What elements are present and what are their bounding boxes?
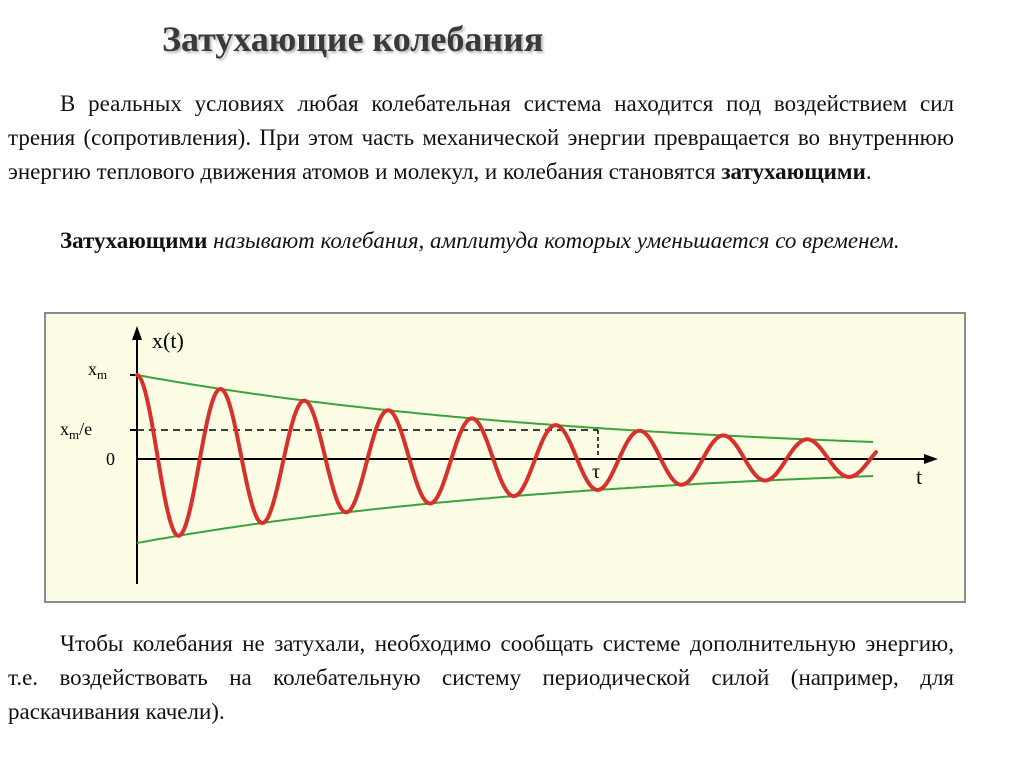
tau-marker-label: τ (592, 461, 601, 483)
y-axis-arrow (132, 326, 142, 340)
chart-svg (46, 314, 964, 601)
intro-paragraph (8, 87, 954, 189)
intro-bold-term: затухающими (721, 159, 866, 184)
y-tick-label-zero: 0 (106, 449, 115, 469)
slide-title: Затухающие колебания (162, 19, 544, 59)
definition-text: называют колебания, амплитуда которых уменьшается со временем. (207, 228, 900, 253)
intro-tail: . (865, 159, 872, 184)
upper-envelope-line (137, 375, 873, 442)
intro-text: В реальных условиях любая колебательная система находится под воздействием сил трения (сопротивления). При этом часть механической энергии превращается во внутреннюю энергию теплового движения атомов и молекул, и колебания становятся (8, 91, 954, 184)
y-tick-label-xm: $x_m$ (88, 359, 108, 382)
definition-bold-term: Затухающими (60, 228, 208, 253)
damped-oscillation-chart (44, 312, 966, 603)
oscillation-curve (137, 375, 876, 536)
y-axis-label: x(t) (152, 328, 184, 353)
x-axis-arrow (924, 454, 938, 464)
definition-paragraph (8, 224, 954, 258)
x-axis-label: t (916, 464, 923, 489)
y-tick-label-xm-e: $x_m/e$ (60, 419, 93, 442)
closing-paragraph: Чтобы колебания не затухали, необходимо сообщать системе дополнительную энергию, т.е. воздействовать на колебательную систему периодической силой (например, для раскачивания качели). (8, 631, 954, 724)
